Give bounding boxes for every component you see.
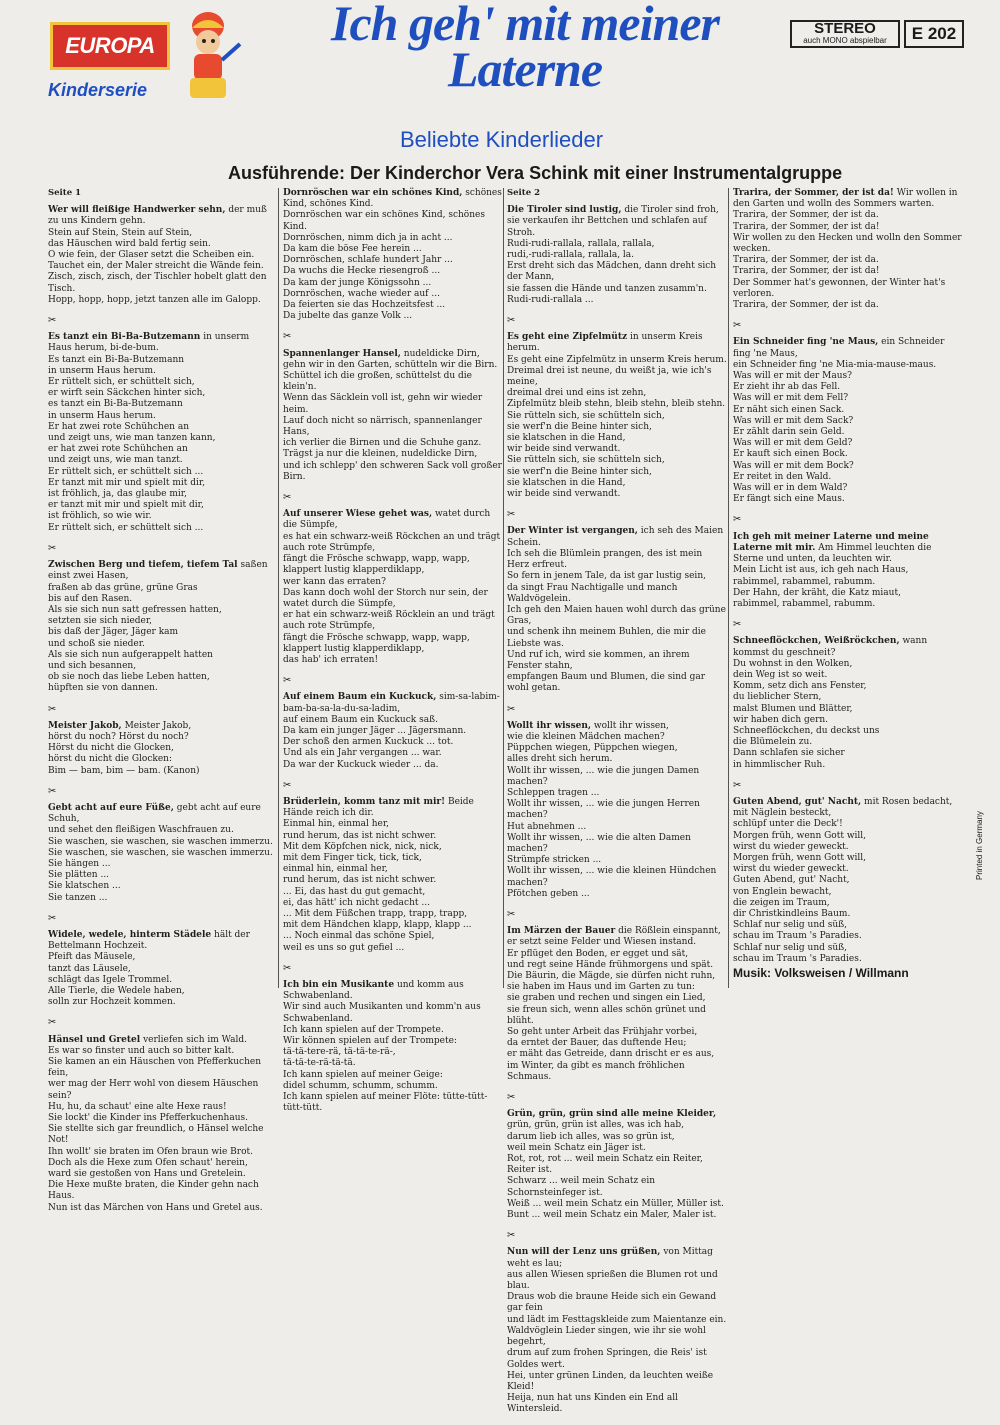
song-lyrics xyxy=(48,803,273,904)
song-title: Ich geh mit meiner Laterne und meine Laterne mit mir. xyxy=(733,531,929,553)
scissors-icon: ✂ xyxy=(283,331,292,343)
song-lyrics xyxy=(48,721,273,777)
song-title: Auf unserer Wiese gehet was, xyxy=(283,509,433,520)
music-credit: Musik: Volksweisen / Willmann xyxy=(733,966,909,980)
song-lyrics xyxy=(283,692,503,770)
scissors-icon: ✂ xyxy=(507,1230,516,1242)
song-lyrics xyxy=(507,721,727,900)
scissors-icon: ✂ xyxy=(48,315,57,327)
performers-line: Ausführende: Der Kinderchor Vera Schink mit einer Instrumentalgruppe xyxy=(228,163,843,183)
song-title: Zwischen Berg und tiefem, tiefem Tal xyxy=(48,560,238,571)
scissors-icon: ✂ xyxy=(48,1017,57,1029)
scissors-icon: ✂ xyxy=(507,908,516,920)
album-title: Ich geh' mit meiner Laterne xyxy=(331,0,719,97)
mono-note: auch MONO abspielbar xyxy=(803,36,887,45)
side-label: Seite 2 xyxy=(507,188,540,198)
catalog-number: E 202 xyxy=(904,20,964,48)
lyrics-column-3 xyxy=(507,188,727,1425)
song-title: Auf einem Baum ein Kuckuck, xyxy=(283,692,437,703)
song-title: Ein Schneider fing 'ne Maus, xyxy=(733,337,879,348)
song-title: Spannenlanger Hansel, xyxy=(283,348,401,359)
song-text: Beide Hände reich ich dir. Einmal hin, einmal her, rund herum, das ist nicht schwer. Mit dem Köpfchen nick, nick, nick, mit dem Finger tick, tick, tick, einmal hin, einmal her, rund herum, das ist nicht schwer. ... Ei, das hast du gut gemacht, ei, das hätt' ich nicht gedacht ... ... Mit dem Füßchen trapp, trapp, trapp, mit dem Händchen klapp, klapp, klapp ... ... Noch einmal das schöne Spiel, weil es uns so gut gefiel ... xyxy=(283,796,474,953)
song-lyrics xyxy=(283,188,503,322)
scissors-icon: ✂ xyxy=(48,542,57,554)
column-divider xyxy=(503,188,504,988)
scissors-icon: ✂ xyxy=(733,619,742,631)
song-text: mit Rosen bedacht, mit Näglein besteckt, schlüpf unter die Deck'! Morgen früh, wenn Gott will, wirst du wieder geweckt. Morgen früh, wenn Gott will, wirst du wieder geweckt. Guten Abend, gut' Nacht, von Englein bewacht, die zeigen im Traum, dir Christkindleins Baum. Schlaf nur selig und süß, schau im Traum 's Paradies. Schlaf nur selig und süß, schau im Traum 's Paradies. xyxy=(733,796,953,964)
song-lyrics xyxy=(48,560,273,694)
song-text: sim-sa-labim-bam-ba-sa-la-du-sa-ladim, auf einem Baum ein Kuckuck saß. Da kam ein junger Jäger ... Jägersmann. Der schoß den armen Kuckuck ... tot. Und als ein Jahr vergangen ... war. Da war der Kuckuck wieder ... da. xyxy=(283,692,500,770)
song-lyrics xyxy=(733,532,963,610)
album-subtitle: Beliebte Kinderlieder xyxy=(400,127,604,152)
stereo-label: STEREO xyxy=(814,20,876,37)
scissors-icon: ✂ xyxy=(283,779,292,791)
song-text: von Mittag weht es lau; aus allen Wiesen sprießen die Blumen rot und blau. Draus wob die braune Heide sich ein Gewand gar fein und lädt im Festtagskleide zum Maientanze ein. Waldvöglein Lieder singen, wie ihr sie wohl begehrt, drum auf zum frohen Springen, die Reis' ist Goldes wert. Hei, unter grünen Linden, da leuchten weiße Kleid! Heija, nun hat uns Kinden ein End all Wintersleid. xyxy=(507,1247,727,1415)
song-lyrics xyxy=(48,205,273,306)
scissors-icon: ✂ xyxy=(507,509,516,521)
song-text: und komm aus Schwabenland. Wir sind auch Musikanten und komm'n aus Schwabenland. Ich kann spielen auf der Trompete. Wir können spielen auf der Trompete: tä-tä-tere-rä, tä-tä-te-rä-, tä-tä-te-rä-tä-tä. Ich kann spielen auf meiner Geige: didel schumm, schumm, schumm. Ich kann spielen auf meiner Flöte: tütte-tütt-tütt-tütt. xyxy=(283,980,488,1114)
song-text: die Tiroler sind froh, sie verkaufen ihr Bettchen und schlafen auf Stroh. Rudi-rudi-rallala, rallala, rallala, rudi,-rudi-rallala, rallala, la. Erst dreht sich das Mädchen, dann dreht sich der Mann, sie fassen die Hände und tanzen zusamm'n. Rudi-rudi-rallala ... xyxy=(507,205,719,305)
song-lyrics xyxy=(507,526,727,694)
song-text: Wir wollen in den Garten und wolln des Sommers warten. Trarira, der Sommer, der ist da. Trarira, der Sommer, der ist da! Wir wollen zu den Hecken und wolln den Sommer wecken. Trarira, der Sommer, der ist da. Trarira, der Sommer, der ist da! Der Sommer hat's gewonnen, der Winter hat's verloren. Trarira, der Sommer, der ist da. xyxy=(733,188,962,311)
song-title: Brüderlein, komm tanz mit mir! xyxy=(283,796,446,807)
song-text: Am Himmel leuchten die Sterne und unten, da leuchten wir. Mein Licht ist aus, ich geh nach Haus, rabimmel, rabammel, rabumm. Der Hahn, der kräht, die Katz miaut, rabimmel, rabammel, rabumm. xyxy=(733,542,932,609)
series-name: Kinderserie xyxy=(48,80,148,100)
song-lyrics xyxy=(48,930,273,1008)
scissors-icon: ✂ xyxy=(507,703,516,715)
column-divider xyxy=(278,188,279,988)
scissors-icon: ✂ xyxy=(733,320,742,332)
scissors-icon: ✂ xyxy=(507,315,516,327)
song-title: Nun will der Lenz uns grüßen, xyxy=(507,1247,661,1258)
song-lyrics xyxy=(507,332,727,500)
europa-logo xyxy=(40,8,255,108)
europa-logo-box xyxy=(50,22,170,70)
song-text: wann kommst du geschneit? Du wohnst in den Wolken, dein Weg ist so weit. Komm, setz dich ans Fenster, du lieblicher Stern, malst Blumen und Blätter, wir haben dich gern. Schneeflöckchen, du deckst uns die Blümelein zu. Dann schlafen sie sicher in himmlischer Ruh. xyxy=(733,636,928,770)
song-text: hält der Bettelmann Hochzeit. Pfeift das Mäusele, tanzt das Läusele, schlägt das Igele Trommel. Alle Tierle, die Wedele haben, solln zur Hochzeit kommen. xyxy=(48,929,250,1008)
song-lyrics xyxy=(733,188,963,311)
song-title: Schneeflöckchen, Weißröckchen, xyxy=(733,636,900,647)
song-title: Ich bin ein Musikante xyxy=(283,980,395,990)
song-text: schönes Kind, schönes Kind. Dornröschen war ein schönes Kind, schönes Kind. Dornröschen, nimm dich ja in acht ... Da kam die böse Fee herein ... Dornröschen, schlafe hundert Jahr ... Da wuchs die Hecke riesengroß ... Da kam der junge Königssohn ... Dornröschen, wache wieder auf ... Da feierten sie das Hochzeitsfest ... Da jubelte das ganze Volk ... xyxy=(283,188,502,322)
song-lyrics xyxy=(507,1109,727,1221)
song-text: der muß zu uns Kindern gehn. Stein auf Stein, Stein auf Stein, das Häuschen wird bald fertig sein. O wie fein, der Glaser setzt die Scheiben ein. Tauchet ein, der Maler streicht die Wände fein. Zisch, zisch, zisch, der Tischler hobelt glatt den Tisch. Hopp, hopp, hopp, jetzt tanzen alle im Galopp. xyxy=(48,205,267,305)
song-title: Hänsel und Gretel xyxy=(48,1034,141,1045)
song-title: Dornröschen war ein schönes Kind, xyxy=(283,188,463,198)
song-text: Meister Jakob, hörst du noch? Hörst du noch? Hörst du nicht die Glocken, hörst du nicht die Glocken: Bim — bam, bim — bam. (Kanon) xyxy=(48,720,200,776)
song-lyrics xyxy=(48,332,273,534)
scissors-icon: ✂ xyxy=(733,779,742,791)
song-title: Gebt acht auf eure Füße, xyxy=(48,802,174,813)
song-title: Widele, wedele, hinterm Städele xyxy=(48,929,212,940)
song-text: in unserm Kreis herum. Es geht eine Zipfelmütz in unserm Kreis herum. Dreimal drei ist neune, du weißt ja, wie ich's meine, dreimal drei und eins ist zehn, Zipfelmütz bleib stehn, bleib stehn, bleib stehn. Sie rütteln sich, sie schütteln sich, sie werf'n die Beine hinter sich, sie klatschen in die Hand, wir beide sind verwandt. Sie rütteln sich, sie schütteln sich, sie werf'n die Beine hinter sich, sie klatschen in die Hand, wir beide sind verwandt. xyxy=(507,332,727,500)
scissors-icon: ✂ xyxy=(283,492,292,504)
song-lyrics xyxy=(507,926,727,1083)
song-lyrics xyxy=(283,349,503,483)
scissors-icon: ✂ xyxy=(48,912,57,924)
genie-mascot-icon xyxy=(168,8,250,108)
song-title: Wollt ihr wissen, xyxy=(507,720,592,731)
song-text: watet durch die Sümpfe, es hat ein schwarz-weiß Röckchen an und trägt auch rote Strümpfe, fängt die Frösche schwapp, wapp, wapp, klappert lustig klapperdiklapp, wer kann das erraten? Das kann doch wohl der Storch nur sein, der watet durch die Sümpfe, er hat ein schwarz-weiß Röcklein an und trägt auch rote Strümpfe, fängt die Frösche schwapp, wapp, wapp, klappert lustig klapperdiklapp, das hab' ich erraten! xyxy=(283,509,501,665)
song-title: Der Winter ist vergangen, xyxy=(507,526,638,537)
song-title: Es geht eine Zipfelmütz xyxy=(507,332,628,343)
song-text: ein Schneider fing 'ne Maus, ein Schneider fing 'ne Mia-mia-mause-maus. Was will er mit der Maus? Er zieht ihr ab das Fell. Was will er mit dem Fell? Er näht sich einen Sack. Was will er mit dem Sack? Er zählt darin sein Geld. Was will er mit dem Geld? Er kauft sich einen Bock. Was will er mit dem Bock? Er reitet in den Wald. Was will er in dem Wald? Er fängt sich eine Maus. xyxy=(733,337,945,505)
song-lyrics xyxy=(733,636,963,770)
song-text: wollt ihr wissen, wie die kleinen Mädchen machen? Püppchen wiegen, Püppchen wiegen, alles dreht sich herum. Wollt ihr wissen, ... wie die jungen Damen machen? Schleppen tragen ... Wollt ihr wissen, ... wie die jungen Herren machen? Hut abnehmen ... Wollt ihr wissen, ... wie die alten Damen machen? Strümpfe stricken ... Wollt ihr wissen, ... wie die kleinen Hündchen machen? Pfötchen geben ... xyxy=(507,720,717,899)
scissors-icon: ✂ xyxy=(733,514,742,526)
song-title: Wer will fleißige Handwerker sehn, xyxy=(48,205,226,216)
song-lyrics xyxy=(733,797,963,965)
lyrics-column-2 xyxy=(283,188,503,1123)
song-text: in unserm Haus herum, bi-de-bum. Es tanzt ein Bi-Ba-Butzemann in unserm Haus herum. Er rüttelt sich, er schüttelt sich, er wirft sein Säckchen hinter sich, es tanzt ein Bi-Ba-Butzemann in unserm Haus herum. Er hat zwei rote Schühchen an und zeigt uns, wie man tanzen kann, er hat zwei rote Schühchen an und zeigt uns, wie man tanzt. Er rüttelt sich, er schüttelt sich ... Er tanzt mit mir und spielt mit dir, ist fröhlich, ja, das glaube mir, er tanzt mit mir und spielt mit dir, ist fröhlich, so wie wir. Er rüttelt sich, er schüttelt sich ... xyxy=(48,332,250,533)
song-text: grün, grün, grün ist alles, was ich hab, darum lieb ich alles, was so grün ist, weil mein Schatz ein Jäger ist. Rot, rot, rot ... weil mein Schatz ein Reiter, Reiter ist. Schwarz ... weil mein Schatz ein Schornsteinfeger ist. Weiß ... weil mein Schatz ein Müller, Müller ist. Bunt ... weil mein Schatz ein Maler, Maler ist. xyxy=(507,1120,724,1221)
song-text: verliefen sich im Wald. Es war so finster und auch so bitter kalt. Sie kamen an ein Häuschen von Pfefferkuchen fein, wer mag der Herr wohl von diesem Häuschen sein? Hu, hu, da schaut' eine alte Hexe raus! Sie lockt' die Kinder ins Pfefferkuchenhaus. Sie stellte sich gar freundlich, o Hänsel welche Not! Ihn wollt' sie braten im Ofen braun wie Brot. Doch als die Hexe zum Ofen schaut' herein, ward sie gestoßen von Hans und Gretelein. Die Hexe mußte braten, die Kinder gehn nach Haus. Nun ist das Märchen von Hans und Gretel aus. xyxy=(48,1034,264,1213)
scissors-icon: ✂ xyxy=(48,785,57,797)
lyrics-column-1 xyxy=(48,188,273,1223)
printed-note: Printed in Germany xyxy=(975,811,984,880)
song-lyrics xyxy=(283,797,503,954)
song-text: gebt acht auf eure Schuh, und sehet den fleißigen Waschfrauen zu. Sie waschen, sie waschen, sie waschen immerzu. Sie waschen, sie waschen, sie waschen immerzu. Sie hängen ... Sie plätten ... Sie klatschen ... Sie tanzen ... xyxy=(48,802,273,903)
column-divider xyxy=(728,188,729,988)
song-text: nudeldicke Dirn, gehn wir in den Garten, schütteln wir die Birn. Schüttel ich die großen, schüttelst du die klein'n. Wenn das Säcklein voll ist, gehn wir wieder heim. Lauf doch nicht so närrisch, spannenlanger Hans, ich verlier die Birnen und die Schuhe ganz. Trägst ja nur die kleinen, nudeldicke Dirn, und ich schlepp' den schweren Sack voll großer Birn. xyxy=(283,348,502,482)
song-title: Trarira, der Sommer, der ist da! xyxy=(733,188,894,198)
song-lyrics xyxy=(507,205,727,306)
song-title: Im Märzen der Bauer xyxy=(507,926,616,937)
song-title: Es tanzt ein Bi-Ba-Butzemann xyxy=(48,332,201,343)
scissors-icon: ✂ xyxy=(283,675,292,687)
song-title: Die Tiroler sind lustig, xyxy=(507,205,622,216)
stereo-badge xyxy=(790,20,900,48)
song-lyrics xyxy=(48,1035,273,1214)
lyrics-column-4 xyxy=(733,188,963,974)
brand-name: EUROPA xyxy=(65,33,155,58)
song-lyrics xyxy=(283,509,503,666)
scissors-icon: ✂ xyxy=(283,962,292,974)
song-title: Meister Jakob, xyxy=(48,720,122,731)
song-title: Grün, grün, grün sind alle meine Kleider, xyxy=(507,1109,717,1120)
song-title: Guten Abend, gut' Nacht, xyxy=(733,796,862,807)
song-text: ich seh des Maien Schein. Ich seh die Blümlein prangen, des ist mein Herz erfreut. So fern in jenem Tale, da ist gar lustig sein, da singt Frau Nachtigalle und manch Waldvögelein. Ich geh den Maien hauen wohl durch das grüne Gras, und schenk ihn meinem Buhlen, die mir die Liebste was. Und ruf ich, wird sie kommen, an ihrem Fenster stahn, empfangen Baum und Blumen, die sind gar wohl getan. xyxy=(507,526,726,694)
side-label: Seite 1 xyxy=(48,188,81,198)
scissors-icon: ✂ xyxy=(48,703,57,715)
song-text: die Rößlein einspannt, er setzt seine Felder und Wiesen instand. Er pflüget den Boden, er egget und sät, und regt seine Hände frühmorgens und spät. Die Bäurin, die Mägde, sie dürfen nicht ruhn, sie haben im Haus und im Garten zu tun: sie graben und rechen und singen ein Lied, sie freun sich, wenn alles schön grünet und blüht. So geht unter Arbeit das Frühjahr vorbei, da erntet der Bauer, das duftende Heu; er mäht das Getreide, dann drischt er es aus, im Winter, da gibt es manch fröhlichen Schmaus. xyxy=(507,926,721,1082)
song-lyrics xyxy=(507,1247,727,1415)
scissors-icon: ✂ xyxy=(507,1092,516,1104)
song-lyrics xyxy=(733,337,963,505)
song-lyrics xyxy=(283,980,503,1114)
song-text: saßen einst zwei Hasen, fraßen ab das grüne, grüne Gras bis auf den Rasen. Als sie sich nun satt gefressen hatten, setzten sie sich nieder, bis daß der Jäger, Jäger kam und schoß sie nieder. Als sie sich nun aufgerappelt hatten und sich besannen, ob sie noch das liebe Leben hatten, hüpften sie von dannen. xyxy=(48,560,268,694)
